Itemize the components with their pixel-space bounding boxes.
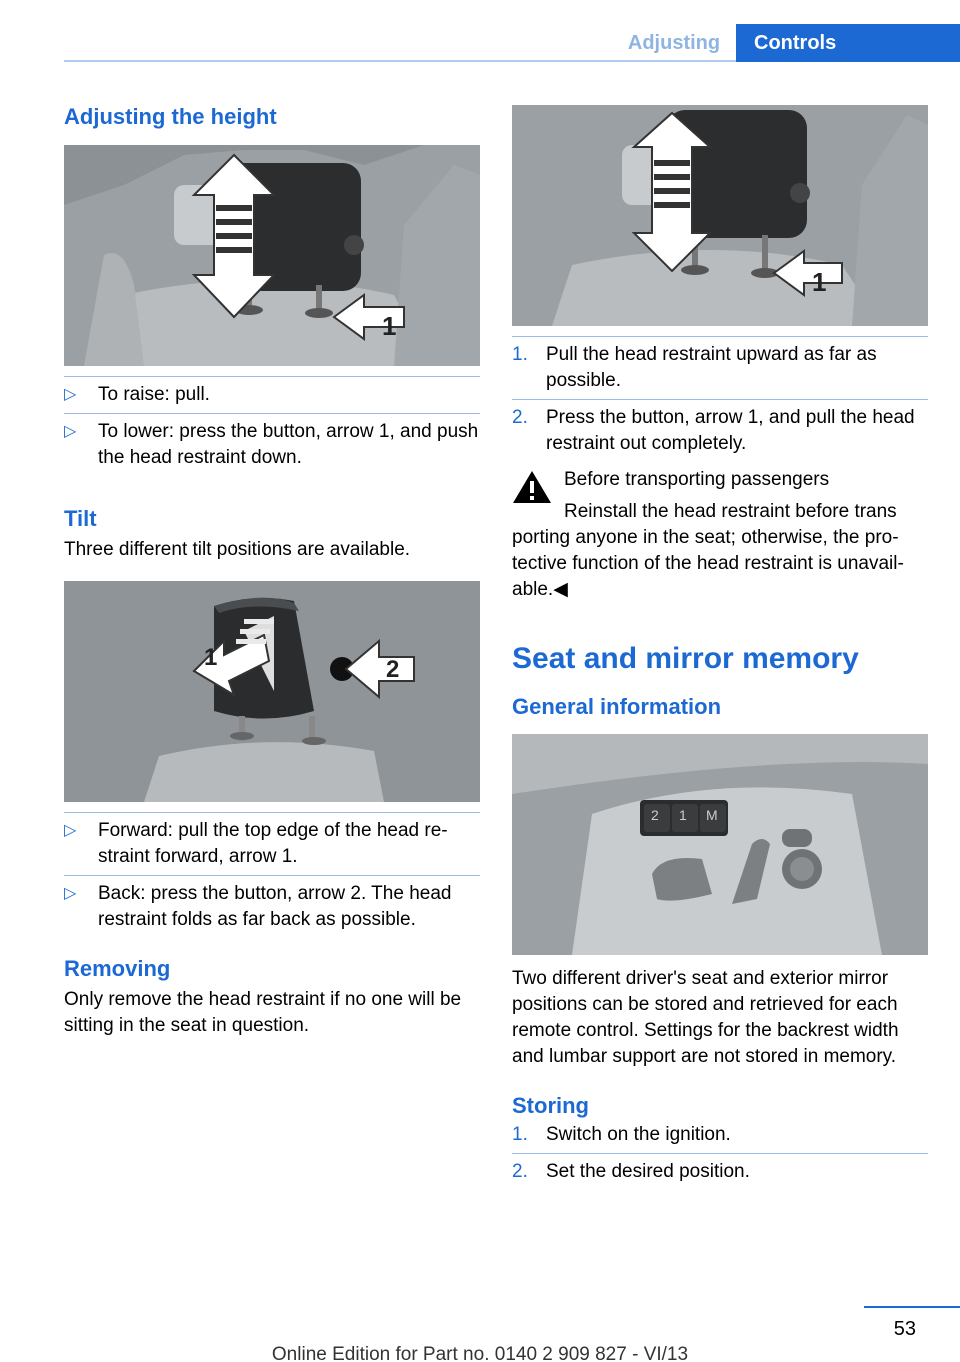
list-item-text: To lower: press the button, arrow 1, and push the head restraint down. [98, 421, 479, 468]
footer-edition: Online Edition for Part no. 0140 2 909 827 - VI/13 [271, 1344, 689, 1362]
tab-controls[interactable]: Controls [736, 24, 960, 62]
list-item-text: Press the button, arrow 1, and pull the head restraint out completely. [546, 407, 915, 454]
tilt-list-2 [64, 881, 480, 933]
general-info-text: Two different driver's seat and exterior mirror positions can be stored and retrieved for each remote control. Settings for the backrest width and lumbar support are not stored in memory. [512, 968, 899, 1067]
figure-head-restraint-remove [512, 105, 928, 326]
page-number: 53 [893, 1318, 916, 1340]
list-item [64, 382, 480, 408]
warning-block [512, 467, 928, 603]
step-number: 1. [512, 1124, 528, 1145]
divider [64, 376, 480, 377]
list-item-text: To raise: pull. [98, 384, 210, 405]
remove-steps-2 [512, 405, 928, 457]
heading-adjusting-height: Adjusting the height [64, 104, 277, 129]
triangle-marker: ▷ [64, 423, 77, 440]
list-item-text: Set the desired position. [546, 1161, 750, 1182]
left-column [64, 100, 480, 1039]
header-tabs [612, 24, 960, 62]
heading-seat-mirror-memory: Seat and mirror memory [512, 642, 859, 675]
heading-removing: Removing [64, 956, 171, 981]
heading-tilt: Tilt [64, 506, 97, 531]
header-rule [64, 60, 960, 62]
warning-text: porting anyone in the seat; otherwise, the protective function of the head restraint is unavailable.◀ [512, 527, 904, 600]
triangle-marker: ▷ [64, 822, 77, 839]
list-item-text: Switch on the ignition. [546, 1124, 731, 1145]
divider [64, 812, 480, 813]
warning-first-line: Reinstall the head restraint before trans [564, 501, 897, 522]
triangle-marker: ▷ [64, 885, 77, 902]
divider [512, 399, 928, 400]
divider [512, 336, 928, 337]
height-list-2 [64, 419, 480, 471]
list-item [64, 419, 480, 471]
removing-text: Only remove the head restraint if no one will be sitting in the seat in question. [64, 989, 462, 1036]
step-number: 1. [512, 344, 528, 365]
fig1-arrow-label: 1 [382, 311, 397, 341]
list-item [512, 1122, 928, 1148]
list-item [512, 405, 928, 457]
list-item [64, 881, 480, 933]
right-column [512, 100, 928, 1185]
tilt-list [64, 818, 480, 870]
divider [64, 875, 480, 876]
storing-steps-2 [512, 1159, 928, 1185]
heading-general-information: General information [512, 694, 722, 719]
step-number: 2. [512, 407, 528, 428]
list-item-text: Pull the head restraint upward as far as possible. [546, 344, 877, 391]
list-item-text: Forward: pull the top edge of the head restraint forward, arrow 1. [98, 820, 448, 867]
memory-button-1: 1 [679, 807, 687, 823]
memory-button-2: 2 [651, 807, 659, 823]
list-item [512, 342, 928, 394]
list-item-text: Back: press the button, arrow 2. The head restraint folds as far back as possible. [98, 883, 452, 930]
memory-button-m: M [706, 807, 718, 823]
heading-storing: Storing [512, 1093, 589, 1118]
fig3-arrow-label: 1 [812, 267, 827, 297]
tilt-intro: Three different tilt positions are available. [64, 539, 411, 560]
warning-title: Before transporting passengers [564, 469, 830, 490]
warning-icon [512, 469, 552, 505]
divider [64, 413, 480, 414]
divider [512, 1153, 928, 1154]
tab-adjusting[interactable]: Adjusting [612, 24, 736, 62]
footer-rule [864, 1306, 960, 1308]
figure-head-restraint-height [64, 145, 480, 366]
fig2-arrow-label-1: 1 [204, 644, 218, 671]
fig2-arrow-label-2: 2 [386, 656, 400, 683]
figure-head-restraint-tilt [64, 581, 480, 802]
remove-steps [512, 342, 928, 394]
figure-memory-buttons [512, 734, 928, 955]
height-list [64, 382, 480, 408]
list-item [64, 818, 480, 870]
storing-steps [512, 1122, 928, 1148]
step-number: 2. [512, 1161, 528, 1182]
triangle-marker: ▷ [64, 386, 77, 403]
list-item [512, 1159, 928, 1185]
